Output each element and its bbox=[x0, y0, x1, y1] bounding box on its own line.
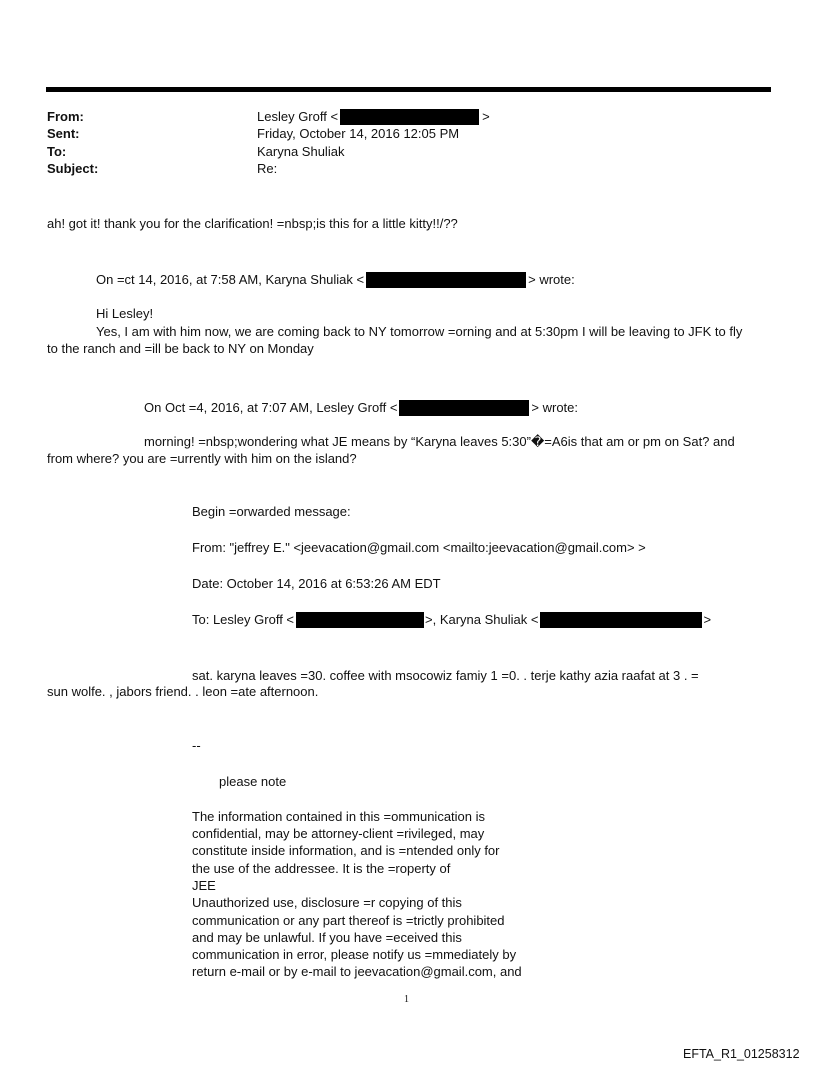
page-number: 1 bbox=[404, 994, 409, 1005]
forwarded-line: sun wolfe. , jabors friend. . leon =ate afternoon. bbox=[47, 684, 319, 699]
forwarded-line: sat. karyna leaves =30. coffee with msocowiz famiy 1 =0. . terje kathy azia raafat at 3 . = bbox=[192, 668, 699, 683]
document-id: EFTA_R1_01258312 bbox=[683, 1047, 800, 1061]
signature-dash: -- bbox=[192, 738, 201, 753]
forwarded-from: From: "jeffrey E." <jeevacation@gmail.com <mailto:jeevacation@gmail.com> > bbox=[192, 540, 646, 555]
disclaimer-line: Unauthorized use, disclosure =r copying of this bbox=[192, 895, 462, 910]
quote2-line: from where? you are =urrently with him on the island? bbox=[47, 451, 357, 466]
disclaimer-line: JEE bbox=[192, 878, 216, 893]
disclaimer-line: confidential, may be attorney-client =rivileged, may bbox=[192, 826, 485, 841]
quote1-line: Yes, I am with him now, we are coming back to NY tomorrow =orning and at 5:30pm I will be leaving to JFK to fly bbox=[96, 324, 743, 339]
from-value: Lesley Groff < bbox=[257, 109, 339, 124]
from-close: > bbox=[482, 109, 490, 124]
quote2-header-end: > wrote: bbox=[531, 400, 579, 415]
disclaimer-line: return e-mail or by e-mail to jeevacation@gmail.com, and bbox=[192, 964, 522, 979]
disclaimer-line: constitute inside information, and is =ntended only for bbox=[192, 843, 500, 858]
forwarded-to-mid: >, Karyna Shuliak < bbox=[425, 612, 539, 627]
quote1-header-end: > wrote: bbox=[528, 272, 575, 287]
subject-value: Re: bbox=[257, 161, 278, 176]
forwarded-to: To: Lesley Groff < bbox=[192, 612, 295, 627]
forwarded-to-row bbox=[192, 612, 711, 628]
redaction bbox=[399, 400, 529, 416]
forwarded-begin: Begin =orwarded message: bbox=[192, 504, 351, 519]
forwarded-to-end: > bbox=[703, 612, 712, 627]
quote2-header: On Oct =4, 2016, at 7:07 AM, Lesley Groff < bbox=[144, 400, 398, 415]
quote1-greeting: Hi Lesley! bbox=[96, 306, 154, 321]
sent-label: Sent: bbox=[47, 126, 80, 141]
quote2-line: morning! =nbsp;wondering what JE means by “Karyna leaves 5:30”�=A6is that am or pm on Sat? and bbox=[144, 434, 735, 449]
from-label: From: bbox=[47, 109, 84, 124]
forwarded-date: Date: October 14, 2016 at 6:53:26 AM EDT bbox=[192, 576, 441, 591]
quote1-line: to the ranch and =ill be back to NY on Monday bbox=[47, 341, 314, 356]
subject-label: Subject: bbox=[47, 161, 99, 176]
sent-value: Friday, October 14, 2016 12:05 PM bbox=[257, 126, 460, 141]
redaction bbox=[296, 612, 424, 628]
reply-text: ah! got it! thank you for the clarification! =nbsp;is this for a little kitty!!/?? bbox=[47, 216, 458, 231]
disclaimer-line: The information contained in this =ommunication is bbox=[192, 809, 486, 824]
quote1-header-row bbox=[96, 272, 575, 288]
to-value: Karyna Shuliak bbox=[257, 144, 345, 159]
disclaimer-line: the use of the addressee. It is the =roperty of bbox=[192, 861, 451, 876]
redaction bbox=[540, 612, 702, 628]
redaction bbox=[366, 272, 526, 288]
disclaimer-line: communication or any part thereof is =trictly prohibited bbox=[192, 913, 505, 928]
disclaimer-line: and may be unlawful. If you have =eceived this bbox=[192, 930, 462, 945]
disclaimer-line: communication in error, please notify us =mmediately by bbox=[192, 947, 517, 962]
to-label: To: bbox=[47, 144, 67, 159]
header-rule bbox=[46, 87, 771, 92]
please-note: please note bbox=[219, 774, 287, 789]
redaction bbox=[340, 109, 479, 125]
quote2-header-row bbox=[144, 400, 578, 416]
quote1-header: On =ct 14, 2016, at 7:58 AM, Karyna Shuliak < bbox=[96, 272, 365, 287]
from-row bbox=[257, 109, 490, 125]
